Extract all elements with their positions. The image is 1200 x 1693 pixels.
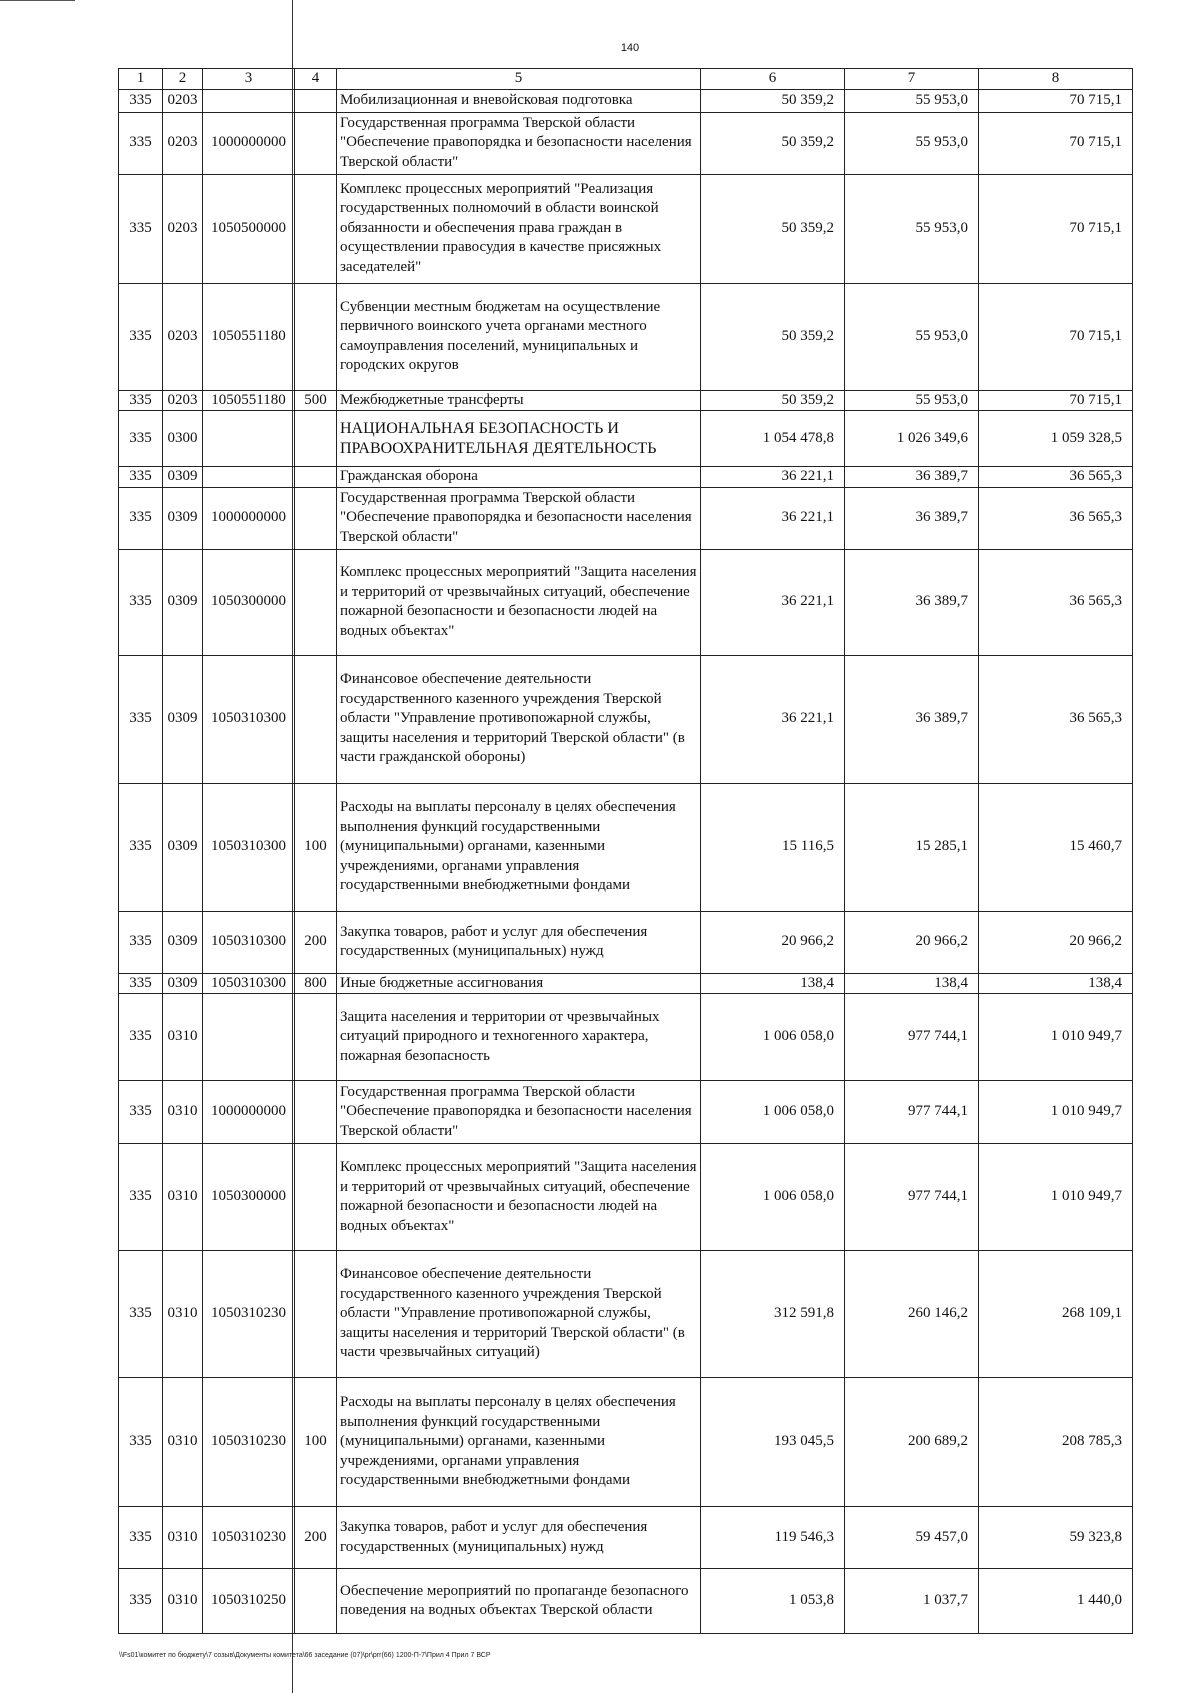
amount-year2-cell: 55 953,0: [845, 390, 979, 411]
amount-year2-cell: 59 457,0: [845, 1507, 979, 1569]
amount-year2-cell: 977 744,1: [845, 1144, 979, 1251]
expense-type-cell: [295, 467, 337, 488]
target-article-cell: 1050310230: [203, 1378, 295, 1507]
admin-code-cell: 335: [119, 1378, 163, 1507]
table-row: [119, 783, 1133, 911]
name-cell: Субвенции местным бюджетам на осуществление первичного воинского учета органами местного самоуправления поселений, муниципальных и городских округов: [337, 283, 701, 390]
table-row: [119, 1251, 1133, 1378]
target-article-cell: 1050310300: [203, 655, 295, 783]
admin-code-cell: 335: [119, 411, 163, 467]
section-code-cell: 0310: [163, 1081, 203, 1144]
table-row: [119, 487, 1133, 549]
table-row: [119, 1507, 1133, 1569]
amount-year1-cell: 193 045,5: [701, 1378, 845, 1507]
admin-code-cell: 335: [119, 655, 163, 783]
name-cell: Иные бюджетные ассигнования: [337, 973, 701, 994]
name-cell: Финансовое обеспечение деятельности государственного казенного учреждения Тверской области "Управление противопожарной службы, защиты населения и территорий Тверской области" (в части гражданской обороны): [337, 655, 701, 783]
target-article-cell: 1000000000: [203, 1081, 295, 1144]
amount-year1-cell: 138,4: [701, 973, 845, 994]
target-article-cell: 1050300000: [203, 549, 295, 655]
name-cell: Межбюджетные трансферты: [337, 390, 701, 411]
table-row: [119, 112, 1133, 174]
name-cell: Государственная программа Тверской области "Обеспечение правопорядка и безопасности населения Тверской области": [337, 487, 701, 549]
section-code-cell: 0310: [163, 994, 203, 1081]
section-code-cell: 0310: [163, 1507, 203, 1569]
section-code-cell: 0203: [163, 112, 203, 174]
expense-type-cell: 200: [295, 911, 337, 973]
expense-type-cell: 100: [295, 783, 337, 911]
amount-year1-cell: 50 359,2: [701, 112, 845, 174]
header-cell: 4: [295, 69, 337, 90]
target-article-cell: 1050551180: [203, 283, 295, 390]
amount-year2-cell: 1 026 349,6: [845, 411, 979, 467]
admin-code-cell: 335: [119, 973, 163, 994]
admin-code-cell: 335: [119, 783, 163, 911]
amount-year1-cell: 36 221,1: [701, 655, 845, 783]
header-cell: 7: [845, 69, 979, 90]
amount-year1-cell: 36 221,1: [701, 487, 845, 549]
amount-year1-cell: 36 221,1: [701, 467, 845, 488]
section-code-cell: 0309: [163, 549, 203, 655]
name-cell: Расходы на выплаты персоналу в целях обеспечения выполнения функций государственными (муниципальными) органами, казенными учреждениями, органами управления государственными внебюджетными фондами: [337, 783, 701, 911]
section-code-cell: 0203: [163, 174, 203, 283]
expense-type-cell: [295, 994, 337, 1081]
table-row: [119, 911, 1133, 973]
amount-year2-cell: 36 389,7: [845, 655, 979, 783]
amount-year1-cell: 1 006 058,0: [701, 994, 845, 1081]
amount-year3-cell: 1 440,0: [979, 1569, 1133, 1634]
amount-year3-cell: 70 715,1: [979, 390, 1133, 411]
table-row: [119, 390, 1133, 411]
expense-type-cell: [295, 174, 337, 283]
table-row: [119, 994, 1133, 1081]
name-cell: Комплекс процессных мероприятий "Защита населения и территорий от чрезвычайных ситуаций, обеспечение пожарной безопасности и безопасности людей на водных объектах": [337, 1144, 701, 1251]
expense-type-cell: 500: [295, 390, 337, 411]
table-header-row: [119, 69, 1133, 90]
table-body: [119, 69, 1133, 1634]
amount-year3-cell: 1 010 949,7: [979, 1144, 1133, 1251]
amount-year3-cell: 20 966,2: [979, 911, 1133, 973]
amount-year2-cell: 20 966,2: [845, 911, 979, 973]
expense-type-cell: [295, 1569, 337, 1634]
amount-year2-cell: 260 146,2: [845, 1251, 979, 1378]
amount-year1-cell: 50 359,2: [701, 390, 845, 411]
admin-code-cell: 335: [119, 1251, 163, 1378]
amount-year1-cell: 15 116,5: [701, 783, 845, 911]
admin-code-cell: 335: [119, 1144, 163, 1251]
admin-code-cell: 335: [119, 994, 163, 1081]
table-row: [119, 174, 1133, 283]
amount-year3-cell: 36 565,3: [979, 467, 1133, 488]
target-article-cell: 1050310300: [203, 973, 295, 994]
target-article-cell: 1050551180: [203, 390, 295, 411]
amount-year1-cell: 312 591,8: [701, 1251, 845, 1378]
expense-type-cell: 100: [295, 1378, 337, 1507]
name-cell: Расходы на выплаты персоналу в целях обеспечения выполнения функций государственными (муниципальными) органами, казенными учреждениями, органами управления государственными внебюджетными фондами: [337, 1378, 701, 1507]
name-cell: Комплекс процессных мероприятий "Защита населения и территорий от чрезвычайных ситуаций, обеспечение пожарной безопасности и безопасности людей на водных объектах": [337, 549, 701, 655]
name-cell: Комплекс процессных мероприятий "Реализация государственных полномочий в области воинской обязанности и обеспечения права граждан в осуществлении правосудия в качестве присяжных заседателей": [337, 174, 701, 283]
admin-code-cell: 335: [119, 112, 163, 174]
admin-code-cell: 335: [119, 1507, 163, 1569]
target-article-cell: [203, 467, 295, 488]
expense-type-cell: [295, 411, 337, 467]
admin-code-cell: 335: [119, 1569, 163, 1634]
section-code-cell: 0309: [163, 783, 203, 911]
amount-year1-cell: 1 006 058,0: [701, 1081, 845, 1144]
name-cell: Закупка товаров, работ и услуг для обеспечения государственных (муниципальных) нужд: [337, 911, 701, 973]
target-article-cell: 1050310230: [203, 1507, 295, 1569]
amount-year3-cell: 268 109,1: [979, 1251, 1133, 1378]
admin-code-cell: 335: [119, 487, 163, 549]
table-row: [119, 1378, 1133, 1507]
name-cell: Закупка товаров, работ и услуг для обеспечения государственных (муниципальных) нужд: [337, 1507, 701, 1569]
section-code-cell: 0309: [163, 487, 203, 549]
amount-year3-cell: 1 059 328,5: [979, 411, 1133, 467]
section-code-cell: 0203: [163, 390, 203, 411]
target-article-cell: 1000000000: [203, 112, 295, 174]
expense-type-cell: [295, 549, 337, 655]
admin-code-cell: 335: [119, 89, 163, 112]
amount-year3-cell: 70 715,1: [979, 112, 1133, 174]
name-cell: Защита населения и территории от чрезвычайных ситуаций природного и техногенного характера, пожарная безопасность: [337, 994, 701, 1081]
target-article-cell: 1050500000: [203, 174, 295, 283]
target-article-cell: 1050310300: [203, 783, 295, 911]
admin-code-cell: 335: [119, 467, 163, 488]
amount-year2-cell: 55 953,0: [845, 89, 979, 112]
admin-code-cell: 335: [119, 283, 163, 390]
target-article-cell: 1050310250: [203, 1569, 295, 1634]
expense-type-cell: [295, 487, 337, 549]
header-cell: 3: [203, 69, 295, 90]
target-article-cell: 1050300000: [203, 1144, 295, 1251]
name-cell: Обеспечение мероприятий по пропаганде безопасного поведения на водных объектах Тверской области: [337, 1569, 701, 1634]
amount-year2-cell: 1 037,7: [845, 1569, 979, 1634]
table-row: [119, 1569, 1133, 1634]
expense-type-cell: [295, 655, 337, 783]
section-code-cell: 0309: [163, 655, 203, 783]
amount-year2-cell: 55 953,0: [845, 174, 979, 283]
amount-year3-cell: 36 565,3: [979, 487, 1133, 549]
amount-year1-cell: 50 359,2: [701, 174, 845, 283]
amount-year2-cell: 977 744,1: [845, 1081, 979, 1144]
amount-year3-cell: 208 785,3: [979, 1378, 1133, 1507]
target-article-cell: 1050310300: [203, 911, 295, 973]
admin-code-cell: 335: [119, 390, 163, 411]
table-row: [119, 467, 1133, 488]
admin-code-cell: 335: [119, 174, 163, 283]
expense-type-cell: [295, 112, 337, 174]
amount-year3-cell: 1 010 949,7: [979, 994, 1133, 1081]
amount-year3-cell: 70 715,1: [979, 283, 1133, 390]
table-row: [119, 973, 1133, 994]
amount-year3-cell: 1 010 949,7: [979, 1081, 1133, 1144]
page-number: 140: [620, 42, 640, 54]
amount-year1-cell: 119 546,3: [701, 1507, 845, 1569]
amount-year3-cell: 36 565,3: [979, 655, 1133, 783]
table-row: [119, 89, 1133, 112]
section-code-cell: 0309: [163, 973, 203, 994]
section-code-cell: 0309: [163, 911, 203, 973]
expense-type-cell: [295, 1081, 337, 1144]
header-cell: 5: [337, 69, 701, 90]
amount-year1-cell: 1 054 478,8: [701, 411, 845, 467]
amount-year2-cell: 200 689,2: [845, 1378, 979, 1507]
name-cell: Финансовое обеспечение деятельности государственного казенного учреждения Тверской области "Управление противопожарной службы, защиты населения и территорий Тверской области" (в части чрезвычайных ситуаций): [337, 1251, 701, 1378]
amount-year2-cell: 36 389,7: [845, 549, 979, 655]
amount-year2-cell: 55 953,0: [845, 283, 979, 390]
expense-type-cell: [295, 89, 337, 112]
header-cell: 1: [119, 69, 163, 90]
admin-code-cell: 335: [119, 911, 163, 973]
target-article-cell: 1050310230: [203, 1251, 295, 1378]
amount-year1-cell: 20 966,2: [701, 911, 845, 973]
amount-year1-cell: 36 221,1: [701, 549, 845, 655]
target-article-cell: 1000000000: [203, 487, 295, 549]
target-article-cell: [203, 411, 295, 467]
expense-type-cell: [295, 283, 337, 390]
section-code-cell: 0310: [163, 1251, 203, 1378]
file-path-footer: \\Fs01\комитет по бюджету\7 созыв\Документы комитета\66 заседание (07)\pr\prr(66) 1200-П-7\Прил 4 Прил 7 ВСР: [119, 1652, 491, 1659]
name-cell: НАЦИОНАЛЬНАЯ БЕЗОПАСНОСТЬ И ПРАВООХРАНИТЕЛЬНАЯ ДЕЯТЕЛЬНОСТЬ: [337, 411, 701, 467]
amount-year2-cell: 36 389,7: [845, 467, 979, 488]
amount-year3-cell: 70 715,1: [979, 89, 1133, 112]
name-cell: Гражданская оборона: [337, 467, 701, 488]
amount-year1-cell: 1 006 058,0: [701, 1144, 845, 1251]
amount-year2-cell: 36 389,7: [845, 487, 979, 549]
admin-code-cell: 335: [119, 1081, 163, 1144]
section-code-cell: 0310: [163, 1569, 203, 1634]
section-code-cell: 0203: [163, 283, 203, 390]
amount-year1-cell: 50 359,2: [701, 89, 845, 112]
table-row: [119, 1144, 1133, 1251]
amount-year2-cell: 977 744,1: [845, 994, 979, 1081]
amount-year3-cell: 59 323,8: [979, 1507, 1133, 1569]
section-code-cell: 0309: [163, 467, 203, 488]
name-cell: Государственная программа Тверской области "Обеспечение правопорядка и безопасности населения Тверской области": [337, 112, 701, 174]
amount-year3-cell: 70 715,1: [979, 174, 1133, 283]
target-article-cell: [203, 994, 295, 1081]
name-cell: Государственная программа Тверской области "Обеспечение правопорядка и безопасности населения Тверской области": [337, 1081, 701, 1144]
section-code-cell: 0300: [163, 411, 203, 467]
section-code-cell: 0310: [163, 1144, 203, 1251]
amount-year1-cell: 1 053,8: [701, 1569, 845, 1634]
name-cell: Мобилизационная и вневойсковая подготовка: [337, 89, 701, 112]
table-row: [119, 655, 1133, 783]
expense-type-cell: [295, 1251, 337, 1378]
scan-crop-line: [0, 0, 75, 1]
table-row: [119, 549, 1133, 655]
table-row: [119, 283, 1133, 390]
amount-year3-cell: 15 460,7: [979, 783, 1133, 911]
table-row: [119, 1081, 1133, 1144]
expense-type-cell: [295, 1144, 337, 1251]
header-cell: 6: [701, 69, 845, 90]
target-article-cell: [203, 89, 295, 112]
amount-year2-cell: 15 285,1: [845, 783, 979, 911]
amount-year2-cell: 55 953,0: [845, 112, 979, 174]
expense-type-cell: 200: [295, 1507, 337, 1569]
amount-year2-cell: 138,4: [845, 973, 979, 994]
amount-year3-cell: 138,4: [979, 973, 1133, 994]
section-code-cell: 0310: [163, 1378, 203, 1507]
budget-table: [118, 68, 1133, 1634]
admin-code-cell: 335: [119, 549, 163, 655]
table-row: [119, 411, 1133, 467]
amount-year3-cell: 36 565,3: [979, 549, 1133, 655]
amount-year1-cell: 50 359,2: [701, 283, 845, 390]
section-code-cell: 0203: [163, 89, 203, 112]
expense-type-cell: 800: [295, 973, 337, 994]
header-cell: 8: [979, 69, 1133, 90]
header-cell: 2: [163, 69, 203, 90]
